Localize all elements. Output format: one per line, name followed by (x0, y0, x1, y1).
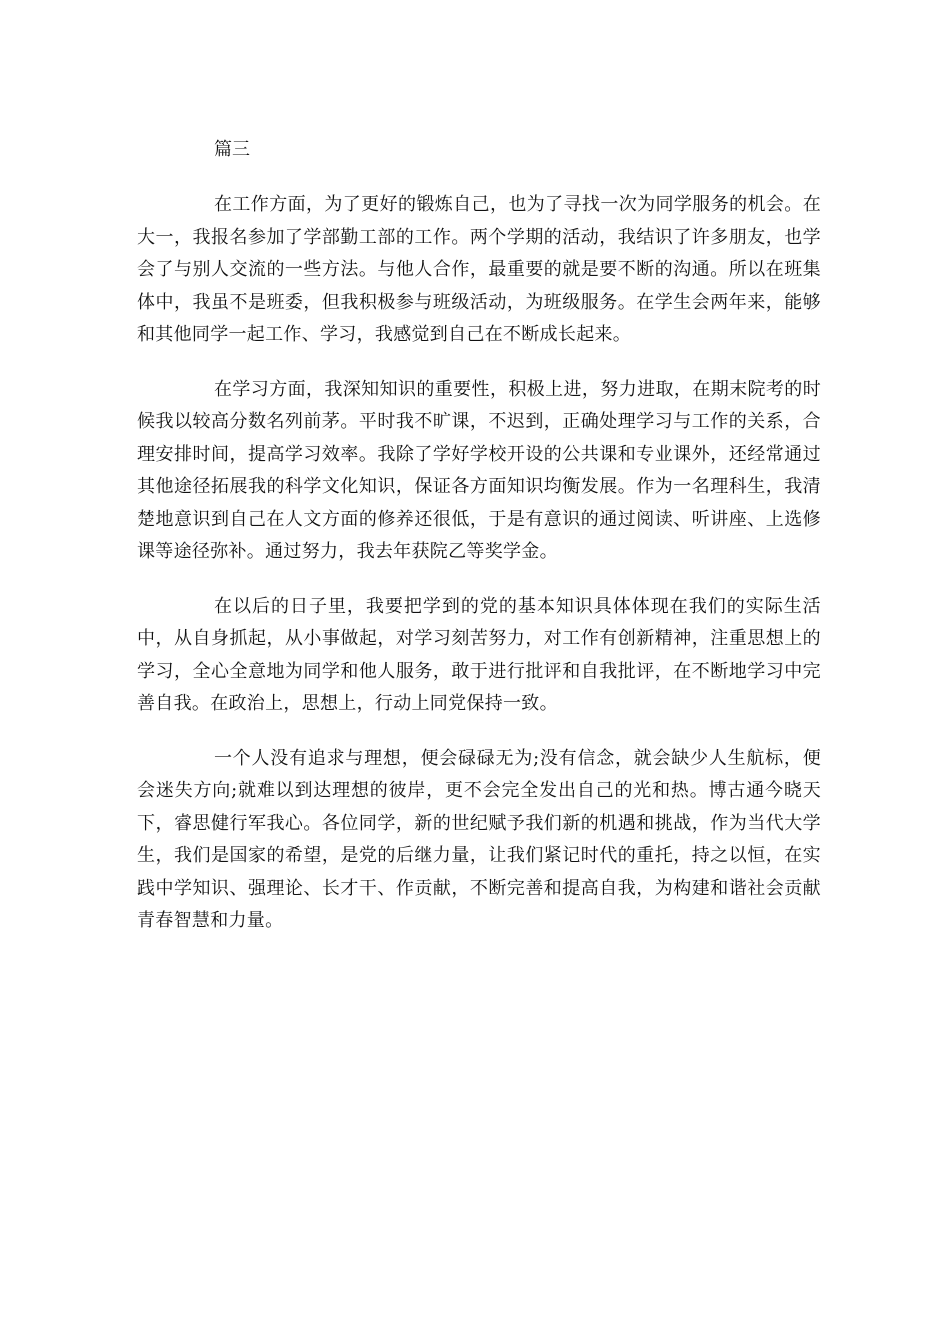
section-heading: 篇三 (214, 139, 250, 160)
paragraph-study: 在学习方面，我深知知识的重要性，积极上进，努力进取，在期末院考的时候我以较高分数名列前茅。平时我不旷课，不迟到，正确处理学习与工作的关系，合理安排时间，提高学习效率。我除了学好学校开设的公共课和专业课外，还经常通过其他途径拓展我的科学文化知识，保证各方面知识均衡发展。作为一名理科生，我清楚地意识到自己在人文方面的修养还很低，于是有意识的通过阅读、听讲座、上选修课等途径弥补。通过努力，我去年获院乙等奖学金。 (137, 378, 821, 562)
paragraph-future: 在以后的日子里，我要把学到的党的基本知识具体体现在我们的实际生活中，从自身抓起，从小事做起，对学习刻苦努力，对工作有创新精神，注重思想上的学习，全心全意地为同学和他人服务，敢于进行批评和自我批评，在不断地学习中完善自我。在政治上，思想上，行动上同党保持一致。 (137, 595, 821, 714)
paragraph-ideals: 一个人没有追求与理想，便会碌碌无为;没有信念，就会缺少人生航标，便会迷失方向;就难以到达理想的彼岸，更不会完全发出自己的光和热。博古通今晓天下，睿思健行军我心。各位同学，新的世纪赋予我们新的机遇和挑战，作为当代大学生，我们是国家的希望，是党的后继力量，让我们紧记时代的重托，持之以恒，在实践中学知识、强理论、长才干、作贡献，不断完善和提高自我，为构建和谐社会贡献青春智慧和力量。 (137, 747, 821, 931)
paragraph-work: 在工作方面，为了更好的锻炼自己，也为了寻找一次为同学服务的机会。在大一，我报名参加了学部勤工部的工作。两个学期的活动，我结识了许多朋友，也学会了与别人交流的一些方法。与他人合作，最重要的就是要不断的沟通。所以在班集体中，我虽不是班委，但我积极参与班级活动，为班级服务。在学生会两年来，能够和其他同学一起工作、学习，我感觉到自己在不断成长起来。 (137, 194, 821, 345)
document-body (137, 133, 821, 960)
